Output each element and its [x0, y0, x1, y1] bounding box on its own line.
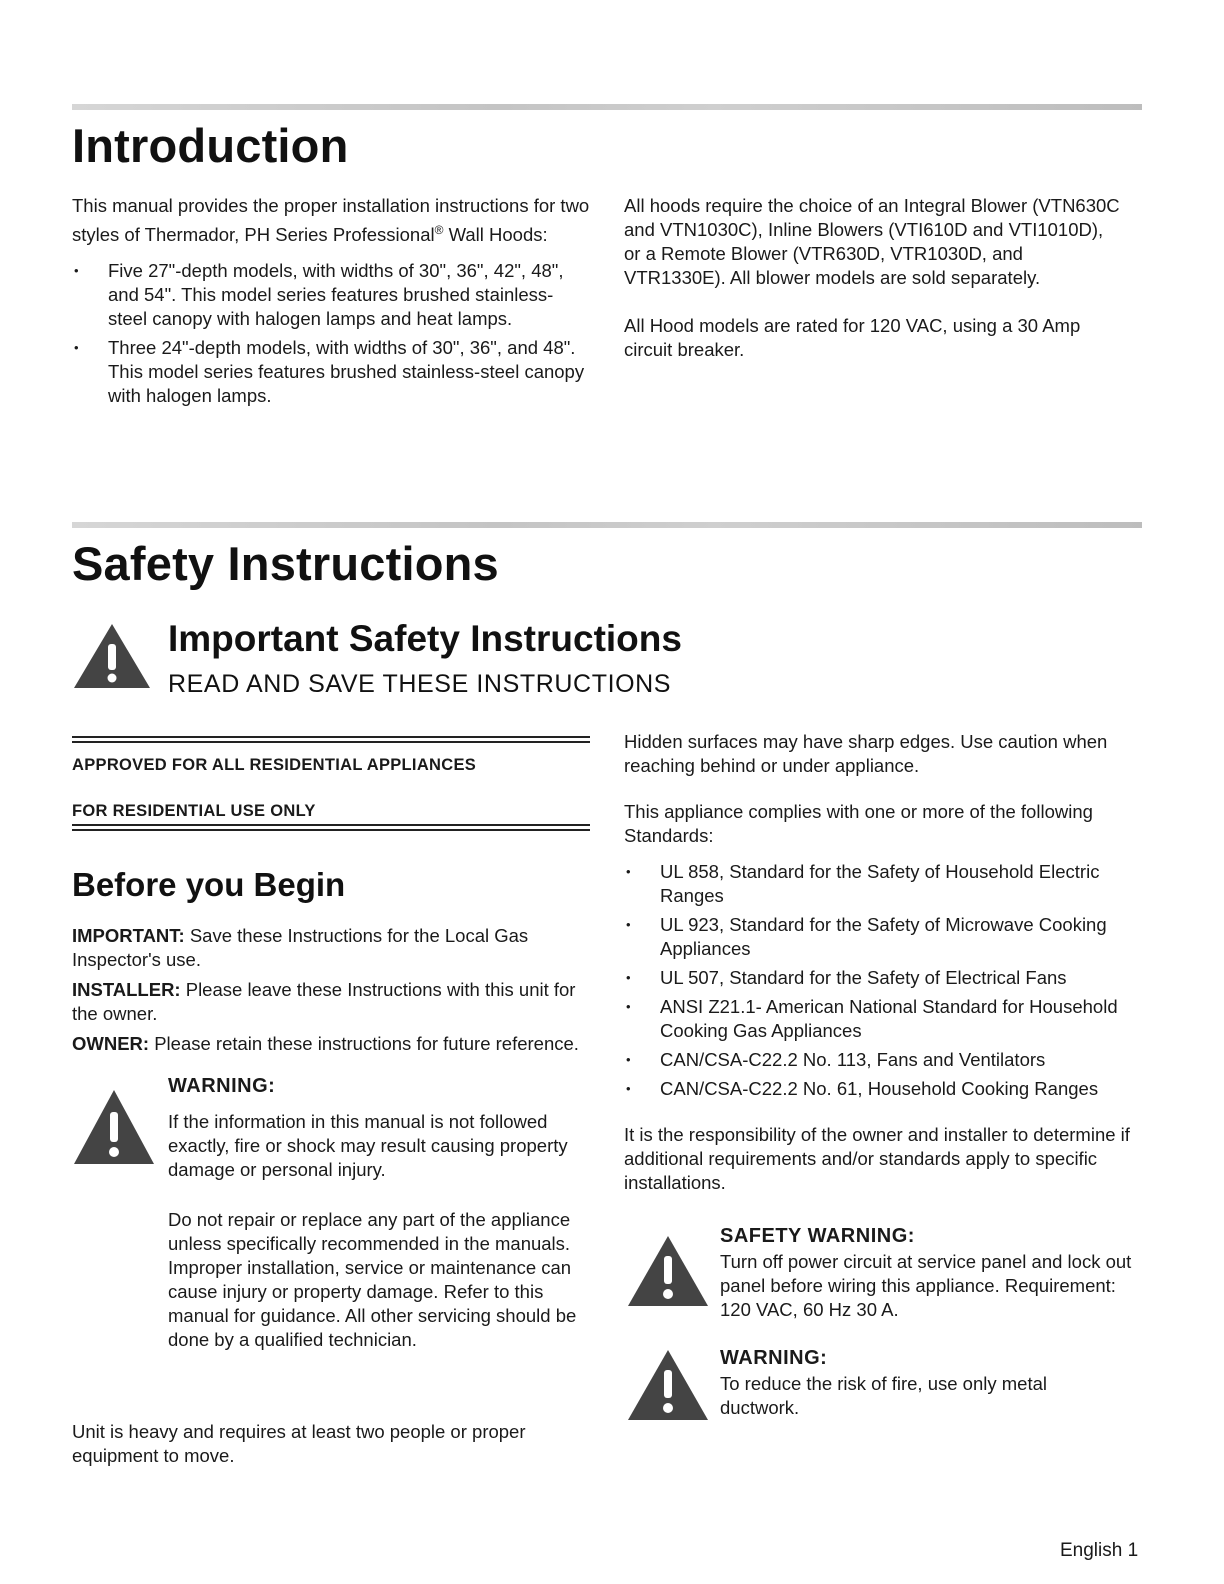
- intro-paragraph: This manual provides the proper installation instructions for two styles of Thermador, PH Series Professional® Wall Hoods:: [72, 195, 590, 246]
- responsibility-note: It is the responsibility of the owner and installer to determine if additional requirements and/or standards apply to specific installations.: [624, 1124, 1130, 1193]
- blower-paragraph: All hoods require the choice of an Integral Blower (VTN630C and VTN1030C), Inline Blowers (VTI610D and VTI1010D), or a Remote Blower (VTR630D, VTR1030D, and VTR1330E). All blower models are sold separately.: [624, 195, 1120, 288]
- warning-triangle-icon: [72, 1088, 156, 1166]
- list-item: • UL 858, Standard for the Safety of Household Electric Ranges: [624, 860, 1144, 908]
- introduction-heading: Introduction: [72, 119, 349, 172]
- safety-heading: Safety Instructions: [72, 537, 499, 590]
- list-item: • Three 24"-depth models, with widths of 30", 36", and 48". This model series features brushed stainless-steel canopy with halogen lamps.: [72, 336, 592, 408]
- double-rule-top: [72, 736, 590, 743]
- owner-note: OWNER: Please retain these instructions for future reference.: [72, 1033, 579, 1054]
- warning-triangle-icon: [72, 622, 152, 690]
- warning-text: If the information in this manual is not followed exactly, fire or shock may result causing property damage or personal injury.: [168, 1111, 568, 1180]
- list-item: • CAN/CSA-C22.2 No. 113, Fans and Ventilators: [624, 1048, 1144, 1072]
- safety-warning-text: Turn off power circuit at service panel and lock out panel before wiring this appliance. Requirement: 120 VAC, 60 Hz 30 A.: [720, 1251, 1132, 1320]
- intro-right-column: [624, 194, 1124, 374]
- list-item: • UL 507, Standard for the Safety of Electrical Fans: [624, 966, 1144, 990]
- warning-block-1: [168, 1074, 583, 1364]
- list-item: • CAN/CSA-C22.2 No. 61, Household Cooking Ranges: [624, 1077, 1144, 1101]
- warning-block-2: [720, 1346, 1100, 1432]
- intro-left-column: [72, 194, 592, 413]
- complies-note: This appliance complies with one or more of the following Standards:: [624, 801, 1093, 846]
- warning-title: WARNING:: [720, 1347, 828, 1369]
- warning-title: WARNING:: [168, 1075, 276, 1097]
- rating-paragraph: All Hood models are rated for 120 VAC, using a 30 Amp circuit breaker.: [624, 315, 1081, 360]
- approved-label: APPROVED FOR ALL RESIDENTIAL APPLIANCES: [72, 756, 477, 774]
- warning-text: To reduce the risk of fire, use only metal ductwork.: [720, 1373, 1047, 1418]
- section-rule-top: [72, 104, 1142, 110]
- list-item: • UL 923, Standard for the Safety of Microwave Cooking Appliances: [624, 913, 1144, 961]
- warning-triangle-icon: [626, 1234, 710, 1308]
- important-safety-subtitle: READ AND SAVE THESE INSTRUCTIONS: [168, 670, 672, 698]
- installer-note: INSTALLER: Please leave these Instructions with this unit for the owner.: [72, 979, 576, 1024]
- safety-right-column: [624, 730, 1144, 1207]
- list-item: • ANSI Z21.1- American National Standard for Household Cooking Gas Appliances: [624, 995, 1144, 1043]
- list-item: • Five 27"-depth models, with widths of 30", 36", 42", 48", and 54". This model series features brushed stainless-steel canopy with halogen lamps and heat lamps.: [72, 259, 592, 331]
- double-rule-bottom: [72, 824, 590, 831]
- section-rule-safety: [72, 522, 1142, 528]
- important-note: IMPORTANT: Save these Instructions for the Local Gas Inspector's use.: [72, 925, 529, 970]
- before-you-begin-heading: Before you Begin: [72, 866, 346, 903]
- safety-warning-block: [720, 1224, 1140, 1334]
- residential-only-label: FOR RESIDENTIAL USE ONLY: [72, 802, 316, 820]
- repair-warning-text: Do not repair or replace any part of the appliance unless specifically recommended in the manuals. Improper installation, service or maintenance can cause injury or property damage. Refer to this manual for guidance. All other servicing should be done by a qualified technician.: [168, 1209, 577, 1350]
- heavy-unit-note: Unit is heavy and requires at least two people or proper equipment to move.: [72, 1421, 526, 1466]
- page-number: English 1: [1060, 1540, 1139, 1561]
- standards-list: [624, 860, 1144, 1101]
- warning-triangle-icon: [626, 1348, 710, 1422]
- important-safety-title: Important Safety Instructions: [168, 618, 682, 659]
- model-list: [72, 259, 592, 408]
- before-you-begin-text: [72, 924, 592, 1068]
- safety-warning-title: SAFETY WARNING:: [720, 1225, 915, 1247]
- hidden-surfaces-note: Hidden surfaces may have sharp edges. Use caution when reaching behind or under appliance.: [624, 731, 1108, 776]
